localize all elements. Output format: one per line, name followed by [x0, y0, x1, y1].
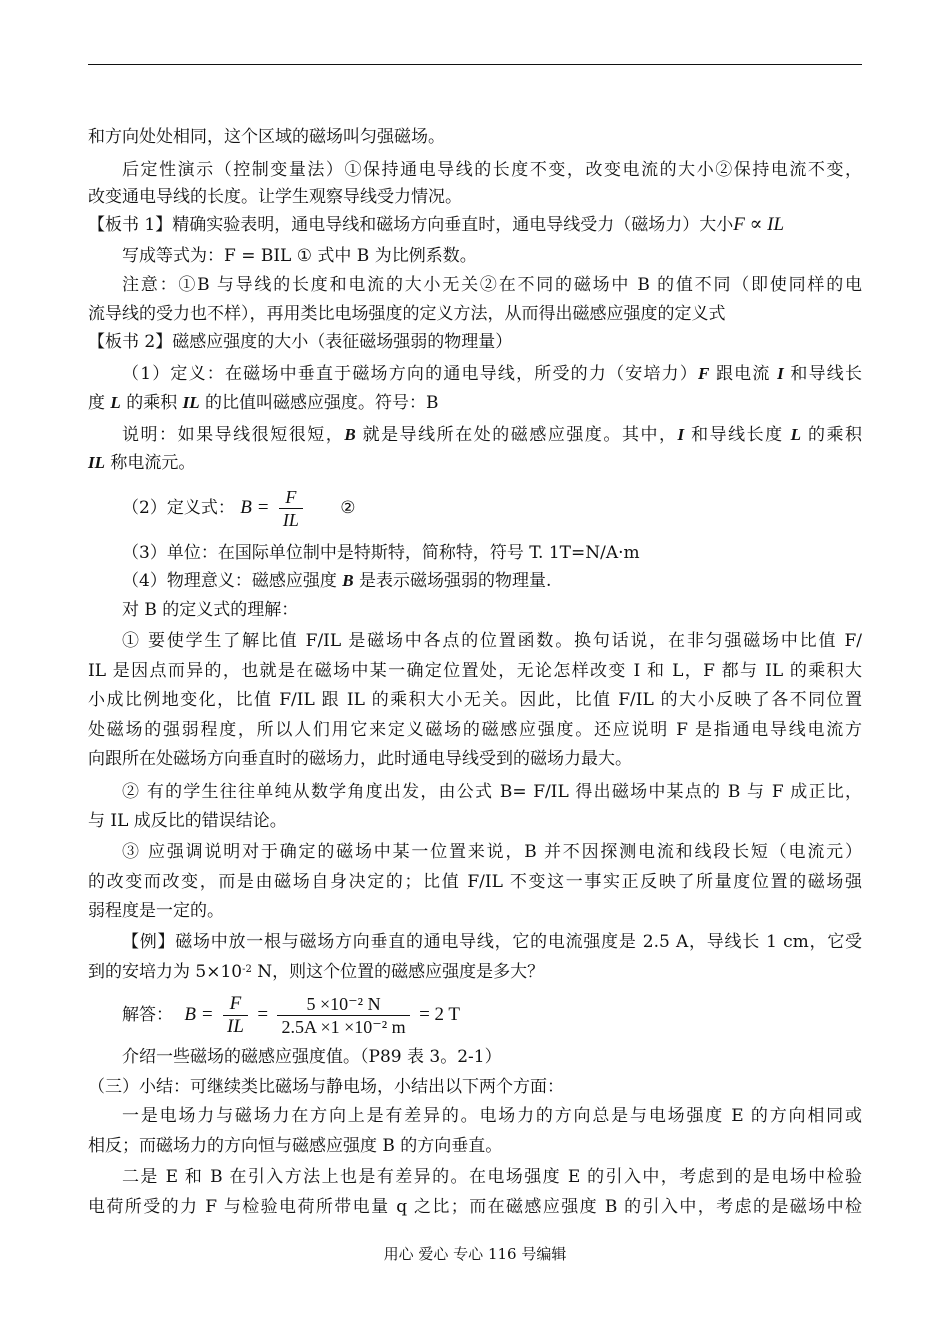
section-heading: （三）小结：可继续类比磁场与静电场，小结出以下两个方面： — [88, 1077, 564, 1097]
text-span: 的乘积 — [120, 393, 183, 413]
board-note-2: 【板书 2】磁感应强度的大小（表征磁场强弱的物理量） — [88, 332, 513, 352]
text-span: （1）定义：在磁场中垂直于磁场方向的通电导线，所受的力（安培力） — [122, 364, 699, 384]
text-line: 弱程度是一定的。 — [88, 901, 224, 921]
symbol-IL: IL — [182, 393, 200, 412]
proportional-formula: F ∝ IL — [733, 214, 785, 235]
text-span: 的乘积 — [801, 425, 863, 445]
text-line: （3）单位：在国际单位制中是特斯特，简称特，符号 T. 1T=N/A·m — [122, 543, 640, 563]
superscript: -2 — [242, 964, 252, 975]
header-rule — [88, 64, 862, 65]
text-span: （4）物理意义：磁感应强度 — [122, 571, 343, 591]
text-span: 说明：如果导线很短很短， — [122, 425, 345, 445]
text-span: 解答： — [122, 1005, 173, 1025]
text-line: 相反；而磁场力的方向恒与磁感应强度 B 的方向垂直。 — [88, 1136, 503, 1156]
fraction-denominator: 2.5A ×1 ×10⁻² m — [281, 1017, 406, 1037]
definition-line — [122, 362, 862, 386]
formula-lhs: B = — [240, 497, 270, 518]
text-span: 度 — [88, 393, 111, 413]
symbol-I: I — [777, 364, 784, 383]
board-note-1 — [88, 213, 862, 237]
text-span: 和导线长度 — [684, 425, 791, 445]
text-span: 和导线长 — [783, 364, 862, 384]
text-line: ② 有的学生往往单纯从数学角度出发，由公式 B= F/IL 得出磁场中某点的 B 与 F 成正比， — [122, 782, 862, 802]
equation-number: ② — [340, 498, 356, 518]
text-line: 注意：①B 与导线的长度和电流的大小无关②在不同的磁场中 B 的值不同（即使同样的电 — [122, 275, 862, 295]
symbol-I: I — [677, 425, 685, 444]
definition-formula-line — [122, 482, 862, 534]
text-span: 到的安培力为 5×10 — [88, 962, 243, 982]
text-span: （2）定义式： — [122, 498, 235, 518]
text-line: 电荷所受的力 F 与检验电荷所带电量 q 之比；而在磁感应强度 B 的引入中，考虑的是磁场中检 — [88, 1197, 862, 1217]
fraction — [223, 993, 248, 1038]
symbol-L: L — [110, 393, 121, 412]
equals-sign: = — [257, 1004, 269, 1025]
text-span: 是表示磁场强弱的物理量. — [353, 571, 552, 591]
text-line: 一是电场力与磁场力在方向上是有差异的。电场力的方向总是与电场强度 E 的方向相同或 — [122, 1106, 862, 1126]
text-line: 的改变而改变，而是由磁场自身决定的；比值 F/IL 不变这一事实正反映了所量度位置的磁场强 — [88, 872, 862, 892]
definition-line — [88, 391, 862, 415]
text-span: 跟电流 — [709, 364, 778, 384]
fraction-numerator: F — [223, 993, 248, 1016]
symbol-L: L — [790, 425, 802, 444]
text-line: 介绍一些磁场的磁感应强度值。（P89 表 3。2-1） — [122, 1047, 502, 1067]
text-line: 对 B 的定义式的理解： — [122, 600, 299, 620]
symbol-B: B — [342, 571, 354, 590]
text-line: 小成比例地变化，比值 F/IL 跟 IL 的乘积大小无关。因此，比值 F/IL 的大小反映了各不同位置 — [88, 690, 862, 710]
text-line: 处磁场的强弱程度，所以人们用它来定义磁场的磁感应强度。还应说明 F 是指通电导线电流方 — [88, 720, 862, 740]
text-line: ① 要使学生了解比值 F/IL 是磁场中各点的位置函数。换句话说，在非匀强磁场中比值 F/ — [122, 631, 862, 651]
text-span: 【板书 1】精确实验表明，通电导线和磁场方向垂直时，通电导线受力（磁场力）大小 — [88, 215, 734, 235]
fraction-denominator: IL — [282, 510, 299, 530]
text-line: 和方向处处相同，这个区域的磁场叫匀强磁场。 — [88, 127, 445, 147]
fraction-denominator: IL — [227, 1016, 244, 1037]
text-line: 流导线的受力也不样），再用类比电场强度的定义方法，从而得出磁感应强度的定义式 — [88, 304, 726, 324]
text-line: 改变通电导线的长度。让学生观察导线受力情况。 — [88, 187, 462, 207]
answer-formula-line — [122, 988, 862, 1042]
fraction — [277, 993, 409, 1038]
formula-result: = 2 T — [419, 1004, 461, 1025]
example-line — [88, 960, 862, 984]
text-span: 称电流元。 — [105, 453, 196, 473]
text-line: 写成等式为：F = BIL ① 式中 B 为比例系数。 — [122, 246, 477, 266]
explanation-line — [88, 451, 862, 475]
text-line — [122, 569, 862, 593]
symbol-IL: IL — [88, 453, 105, 472]
fraction — [279, 486, 303, 531]
fraction-numerator: F — [279, 486, 303, 509]
symbol-B: B — [344, 425, 356, 444]
text-line: ③ 应强调说明对于确定的磁场中某一位置来说，B 并不因探测电流和线段长短（电流元） — [122, 842, 862, 862]
example-line: 【例】磁场中放一根与磁场方向垂直的通电导线，它的电流强度是 2.5 A，导线长 1 cm，它受 — [122, 932, 862, 952]
text-line: 二是 E 和 B 在引入方法上也是有差异的。在电场强度 E 的引入中，考虑到的是电场中检验 — [122, 1167, 862, 1187]
text-line: 向跟所在处磁场方向垂直时的磁场力，此时通电导线受到的磁场力最大。 — [88, 749, 632, 769]
fraction-numerator: 5 ×10⁻² N — [277, 993, 409, 1016]
explanation-line — [122, 423, 862, 447]
text-line: 后定性演示（控制变量法）①保持通电导线的长度不变，改变电流的大小②保持电流不变， — [122, 160, 862, 180]
text-span: 的比值叫磁感应强度。符号：B — [199, 393, 439, 413]
formula-lhs: B = — [184, 1004, 214, 1025]
text-span: N，则这个位置的磁感应强度是多大？ — [251, 962, 545, 982]
text-span: 就是导线所在处的磁感应强度。其中， — [355, 425, 678, 445]
page-footer: 用心 爱心 专心 116 号编辑 — [383, 1245, 567, 1263]
text-line: IL 是因点而异的，也就是在磁场中某一确定位置处，无论怎样改变 I 和 L，F 都与 IL 的乘积大 — [88, 661, 862, 681]
symbol-F: F — [698, 364, 710, 383]
text-line: 与 IL 成反比的错误结论。 — [88, 811, 287, 831]
